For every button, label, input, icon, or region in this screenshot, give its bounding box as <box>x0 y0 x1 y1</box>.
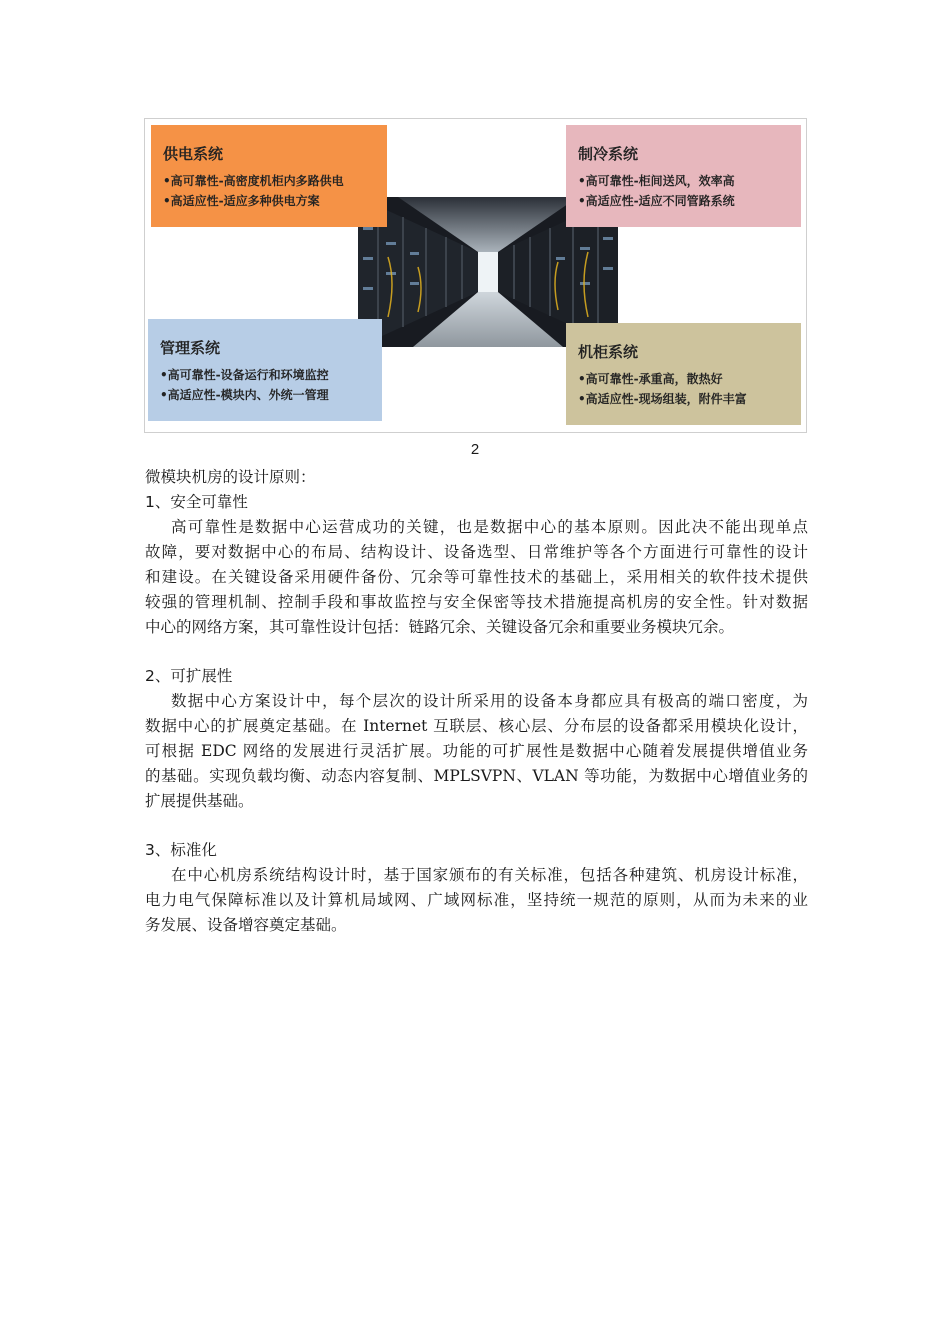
data-center-figure <box>144 118 807 433</box>
paragraph-line: 可根据 EDC 网络的发展进行灵活扩展。功能的可扩展性是数据中心随着发展提供增值业务 <box>145 742 808 760</box>
management-system-box <box>148 319 382 421</box>
management-system-item: •高适应性-模块内、外统一管理 <box>160 388 329 402</box>
paragraph-line: 扩展提供基础。 <box>145 792 254 810</box>
paragraph-line: 电力电气保障标准以及计算机局域网、广域网标准，坚持统一规范的原则，从而为未来的业 <box>145 891 808 909</box>
paragraph-line: 中心的网络方案，其可靠性设计包括：链路冗余、关键设备冗余和重要业务模块冗余。 <box>145 618 735 636</box>
paragraph-line: 在中心机房系统结构设计时，基于国家颁布的有关标准，包括各种建筑、机房设计标准， <box>171 866 808 884</box>
management-system-title: 管理系统 <box>160 339 221 357</box>
paragraph-line: 故障，要对数据中心的布局、结构设计、设备选型、日常维护等各个方面进行可靠性的设计 <box>145 543 808 561</box>
cooling-system-title: 制冷系统 <box>578 145 639 163</box>
power-system-item: •高适应性-适应多种供电方案 <box>163 194 320 208</box>
paragraph-line: 务发展、设备增容奠定基础。 <box>145 916 347 934</box>
paragraph-line: 较强的管理机制、控制手段和事故监控与安全保密等技术措施提高机房的安全性。针对数据 <box>145 593 808 611</box>
section-heading: 2、可扩展性 <box>145 667 233 685</box>
paragraph-line: 数据中心方案设计中，每个层次的设计所采用的设备本身都应具有极高的端口密度，为 <box>171 692 808 710</box>
section-heading: 3、标准化 <box>145 841 217 859</box>
section-heading: 1、安全可靠性 <box>145 493 248 511</box>
cooling-system-item: •高可靠性-柜间送风，效率高 <box>578 174 735 188</box>
cabinet-system-item: •高可靠性-承重高，散热好 <box>578 372 723 386</box>
cooling-system-item: •高适应性-适应不同管路系统 <box>578 194 735 208</box>
cabinet-system-item: •高适应性-现场组装，附件丰富 <box>578 392 747 406</box>
cooling-system-box <box>566 125 801 227</box>
paragraph-line: 和建设。在关键设备采用硬件备份、冗余等可靠性技术的基础上，采用相关的软件技术提供 <box>145 568 808 586</box>
management-system-item: •高可靠性-设备运行和环境监控 <box>160 368 329 382</box>
page-number: 2 <box>470 441 480 458</box>
intro-line: 微模块机房的设计原则： <box>145 468 316 486</box>
paragraph-line: 的基础。实现负载均衡、动态内容复制、MPLSVPN、VLAN 等功能，为数据中心增值业务的 <box>145 767 808 785</box>
paragraph-line: 高可靠性是数据中心运营成功的关键，也是数据中心的基本原则。因此决不能出现单点 <box>171 518 808 536</box>
paragraph-line: 数据中心的扩展奠定基础。在 Internet 互联层、核心层、分布层的设备都采用模块化设计， <box>145 717 808 735</box>
power-system-title: 供电系统 <box>163 145 224 163</box>
power-system-item: •高可靠性-高密度机柜内多路供电 <box>163 174 344 188</box>
cabinet-system-title: 机柜系统 <box>578 343 639 361</box>
cabinet-system-box <box>566 323 801 425</box>
power-system-box <box>151 125 387 227</box>
